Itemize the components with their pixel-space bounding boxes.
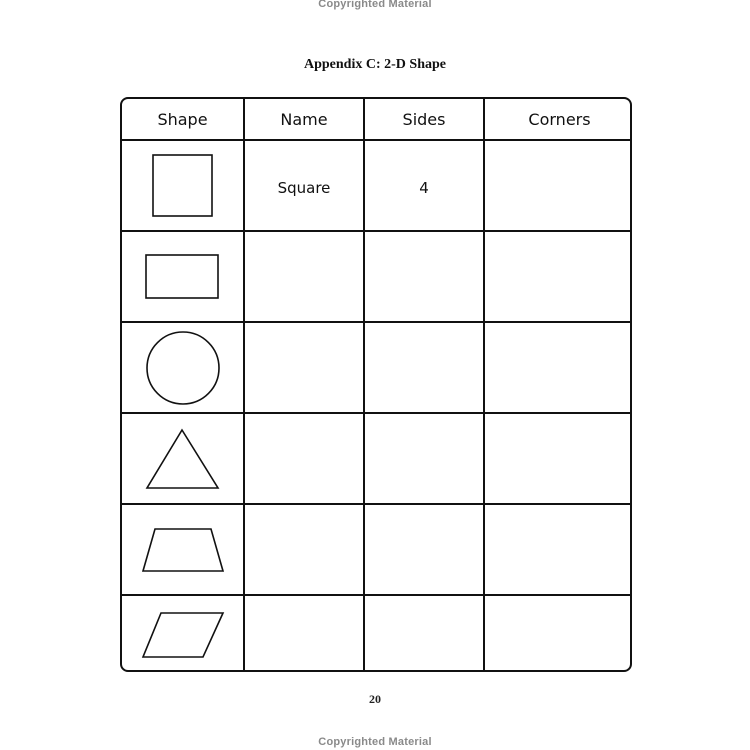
- name-cell: [245, 232, 365, 323]
- name-cell: [245, 596, 365, 672]
- copyright-top: Copyrighted Material: [318, 0, 432, 10]
- corners-cell: [485, 505, 632, 596]
- shape-cell-circle: [122, 323, 245, 414]
- page-title: Appendix C: 2-D Shape: [304, 57, 446, 72]
- triangle-icon: [145, 428, 221, 490]
- shape-cell-rectangle: [122, 232, 245, 323]
- page-number: 20: [369, 692, 381, 706]
- name-cell: Square: [245, 141, 365, 232]
- sides-cell: [365, 323, 485, 414]
- shape-cell-parallelogram: [122, 596, 245, 672]
- header-shape: Shape: [122, 99, 245, 141]
- sides-cell: [365, 596, 485, 672]
- shape-cell-triangle: [122, 414, 245, 505]
- header-name: Name: [245, 99, 365, 141]
- corners-cell: [485, 323, 632, 414]
- header-corners: Corners: [485, 99, 632, 141]
- name-cell: [245, 323, 365, 414]
- corners-cell: [485, 232, 632, 323]
- name-cell: [245, 414, 365, 505]
- sides-cell: [365, 414, 485, 505]
- rectangle-icon: [145, 254, 221, 300]
- parallelogram-icon: [141, 611, 225, 659]
- header-sides: Sides: [365, 99, 485, 141]
- sides-cell: [365, 232, 485, 323]
- corners-cell: [485, 596, 632, 672]
- circle-icon: [145, 330, 221, 406]
- sides-cell: [365, 505, 485, 596]
- shape-cell-square: [122, 141, 245, 232]
- name-cell: [245, 505, 365, 596]
- square-icon: [152, 154, 214, 218]
- corners-cell: [485, 414, 632, 505]
- corners-cell: [485, 141, 632, 232]
- copyright-bottom: Copyrighted Material: [318, 736, 432, 748]
- trapezoid-icon: [141, 527, 225, 573]
- shapes-table: [120, 97, 632, 672]
- sides-cell: 4: [365, 141, 485, 232]
- shape-cell-trapezoid: [122, 505, 245, 596]
